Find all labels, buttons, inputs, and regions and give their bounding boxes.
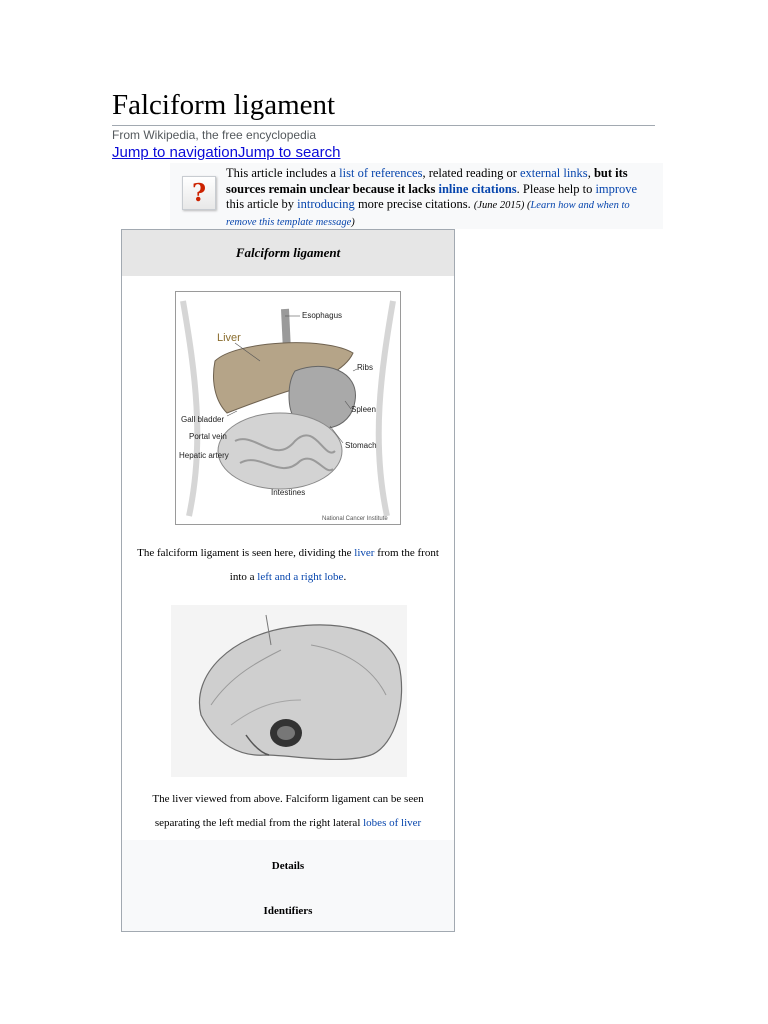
notice-bold-text: but its sources remain unclear because it lacks: [226, 166, 628, 196]
lobes-of-liver-link[interactable]: lobes of liver: [363, 817, 422, 829]
citation-notice-text: [226, 166, 658, 230]
page-title: Falciform ligament: [112, 89, 336, 121]
improve-link[interactable]: improve: [595, 181, 638, 196]
infobox: [121, 229, 455, 932]
infobox-caption-2: [122, 787, 454, 835]
liver-from-above-image[interactable]: [171, 605, 407, 777]
label-spleen: Spleen: [351, 405, 376, 414]
caption-text: The liver viewed from above. Falciform ligament can be seen separating the left medial from the right lateral: [152, 793, 424, 829]
caption-text: .: [343, 571, 347, 583]
introducing-link[interactable]: introducing: [297, 197, 355, 211]
title-divider: [112, 125, 655, 126]
question-book-icon: ?: [182, 176, 216, 210]
label-liver: Liver: [217, 332, 241, 344]
infobox-title: Falciform ligament: [122, 230, 454, 276]
notice-text: This article includes a: [226, 166, 340, 180]
left-and-right-lobe-link[interactable]: left and a right lobe: [257, 571, 344, 583]
label-portal-vein: Portal vein: [189, 432, 227, 441]
notice-text: ): [351, 216, 355, 228]
image-credit: National Cancer Institute: [322, 516, 388, 522]
notice-text: ,: [587, 166, 594, 180]
liver-link[interactable]: liver: [354, 547, 375, 559]
infobox-media: [122, 276, 454, 840]
jump-links: [112, 144, 340, 161]
external-links-link[interactable]: external links: [519, 166, 588, 180]
caption-text: The falciform ligament is seen here, dividing the: [137, 547, 355, 559]
notice-text: (: [524, 200, 531, 211]
list-of-references-link[interactable]: list of references: [339, 166, 423, 180]
label-stomach: Stomach: [345, 441, 377, 450]
label-hepatic-artery: Hepatic artery: [179, 451, 229, 460]
page-tagline: From Wikipedia, the free encyclopedia: [112, 128, 317, 142]
citation-notice: [170, 163, 663, 229]
notice-text: more precise citations.: [354, 197, 474, 211]
caption-text: from the front into a: [229, 547, 439, 583]
label-ribs: Ribs: [357, 363, 374, 372]
liver-diagram-image[interactable]: [175, 291, 401, 525]
label-esophagus: Esophagus: [302, 311, 343, 320]
jump-to-search-link[interactable]: Jump to search: [237, 144, 341, 161]
notice-text: . Please help to: [516, 181, 596, 196]
infobox-caption-1: [122, 541, 454, 589]
inline-citations-link[interactable]: inline citations: [438, 181, 517, 196]
notice-text: this article by: [226, 197, 298, 211]
remove-template-message-link[interactable]: Learn how and when to remove this template message: [226, 200, 630, 228]
label-gall-bladder: Gall bladder: [181, 415, 225, 424]
notice-text: , related reading or: [422, 166, 520, 180]
jump-to-navigation-link[interactable]: Jump to navigation: [112, 144, 238, 161]
label-intestines: Intestines: [271, 488, 306, 497]
identifiers-header: Identifiers: [263, 905, 313, 917]
details-header: Details: [271, 860, 305, 872]
notice-date: (June 2015): [473, 200, 525, 211]
